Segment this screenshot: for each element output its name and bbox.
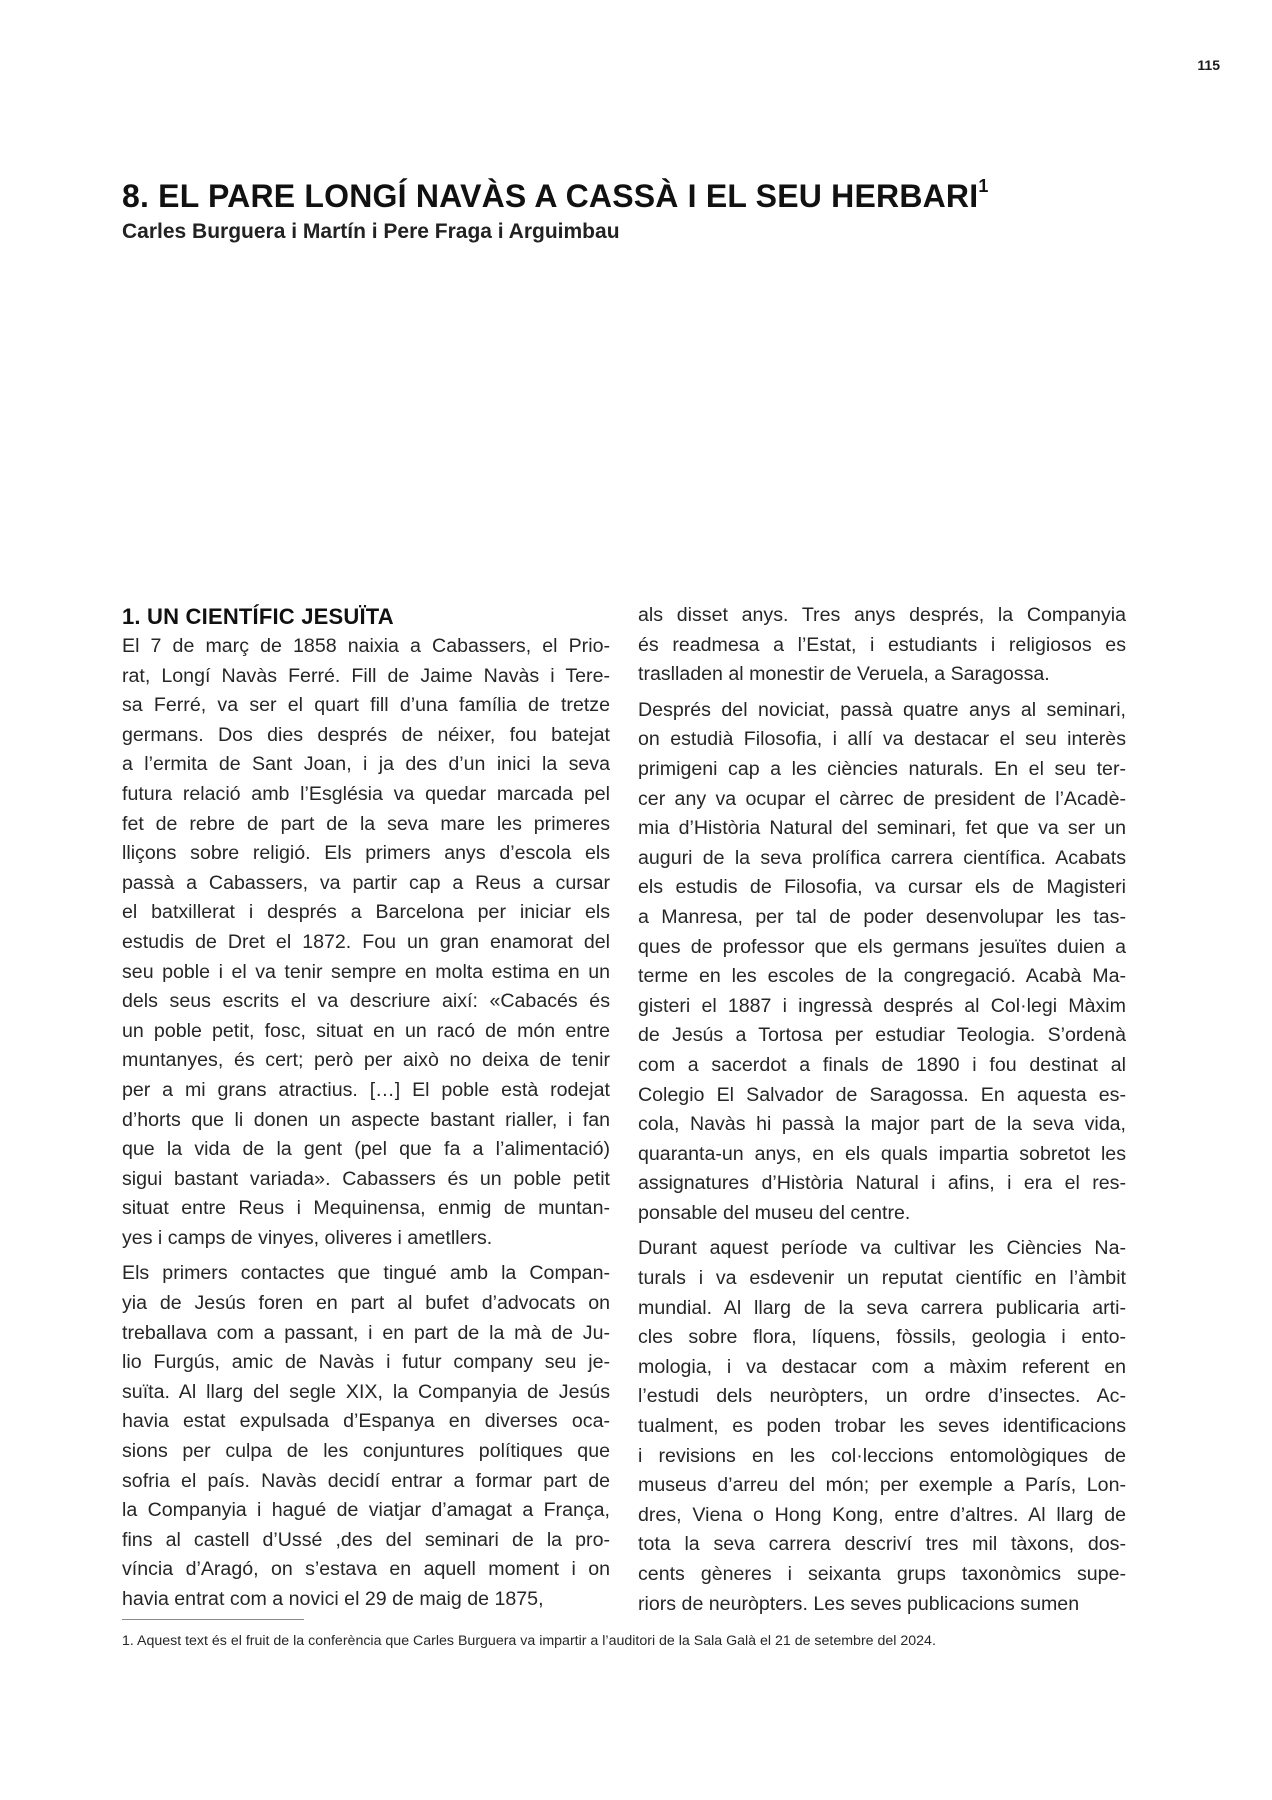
text-line: sofria el país. Navàs decidí entrar a formar part de (122, 1469, 610, 1492)
text-line: muntanyes, és cert; però per això no deixa de tenir (122, 1049, 610, 1072)
text-line: dels seus escrits el va descriure així: «Cabacés és (122, 990, 610, 1013)
text-line: víncia d’Aragó, on s’estava en aquell moment i on (122, 1558, 610, 1581)
text-line: traslladen al monestir de Veruela, a Saragossa. (638, 663, 1050, 686)
text-line: sigui bastant variada». Cabassers és un poble petit (122, 1167, 610, 1190)
text-line: als disset anys. Tres anys després, la Companyia (638, 604, 1126, 626)
text-line: a Manresa, per tal de poder desenvolupar les tas- (638, 905, 1126, 928)
text-line: sions per culpa de les conjuntures polítiques que (122, 1440, 610, 1463)
text-line: situat entre Reus i Mequinensa, enmig de muntan- (122, 1197, 610, 1220)
text-line: sa Ferré, va ser el quart fill d’una família de tretze (122, 694, 610, 717)
text-line: que la vida de la gent (pel que fa a l’alimentació) (122, 1138, 610, 1161)
text-line: la Companyia i hagué de viatjar d’amagat a França, (122, 1499, 610, 1522)
text-line: cles sobre flora, líquens, fòssils, geologia i ento- (638, 1326, 1126, 1349)
text-line: mundial. Al llarg de la seva carrera publicaria arti- (638, 1296, 1126, 1319)
paragraph (122, 1259, 610, 1614)
text-line: havia entrat com a novici el 29 de maig de 1875, (122, 1588, 544, 1610)
text-line: Durant aquest període va cultivar les Ciències Na- (638, 1237, 1126, 1260)
text-line: terme en les escoles de la congregació. Acabà Ma- (638, 965, 1126, 988)
text-line: germans. Dos dies després de néixer, fou batejat (122, 723, 610, 746)
left-column (122, 602, 610, 1621)
right-column (638, 601, 1126, 1625)
text-line: havia estat expulsada d’Espanya en diverses oca- (122, 1410, 610, 1433)
paragraph (638, 696, 1126, 1229)
text-line: dres, Viena o Hong Kong, entre d’altres. Al llarg de (638, 1503, 1126, 1526)
text-line: i revisions en les col·leccions entomològiques de (638, 1444, 1126, 1467)
text-line: d’horts que li donen un aspecte bastant rialler, i fan (122, 1108, 610, 1131)
text-line: cents gèneres i seixanta grups taxonòmics supe- (638, 1563, 1126, 1585)
text-line: suïta. Al llarg del segle XIX, la Companyia de Jesús (122, 1380, 610, 1403)
footnote-reference: 1 (978, 176, 989, 196)
text-line: estudis de Dret el 1872. Fou un gran enamorat del (122, 930, 610, 953)
text-line: seu poble i el va tenir sempre en molta estima en un (122, 960, 610, 983)
footnote: 1. Aquest text és el fruit de la conferència que Carles Burguera va impartir a l’auditori de la Sala Galà el 21 de setembre del 2024. (122, 1633, 936, 1649)
chapter-title (122, 178, 989, 215)
text-line: museus d’arreu del món; per exemple a París, Lon- (638, 1474, 1126, 1497)
paragraph (122, 632, 610, 1253)
text-line: el batxillerat i després a Barcelona per iniciar els (122, 901, 610, 924)
paragraph (638, 601, 1126, 690)
text-line: treballava com a passant, i en part de la mà de Ju- (122, 1321, 610, 1344)
text-line: per a mi grans atractius. […] El poble està rodejat (122, 1078, 610, 1101)
page-number: 115 (1197, 57, 1220, 73)
text-line: fet de rebre de part de la seva mare les primeres (122, 812, 610, 835)
text-line: turals i va esdevenir un reputat científic en l’àmbit (638, 1267, 1126, 1290)
text-line: de Jesús a Tortosa per estudiar Teologia. S’ordenà (638, 1024, 1126, 1047)
text-line: és readmesa a l’Estat, i estudiants i religiosos es (638, 633, 1126, 656)
text-line: riors de neuròpters. Les seves publicacions sumen (638, 1592, 1080, 1615)
text-line: cer any va ocupar el càrrec de president de l’Acadè- (638, 787, 1126, 810)
text-line: els estudis de Filosofia, va cursar els de Magisteri (638, 876, 1126, 899)
text-line: a l’ermita de Sant Joan, i ja des d’un inici la seva (122, 753, 610, 776)
text-line: l’estudi dels neuròpters, un ordre d’insectes. Ac- (638, 1385, 1126, 1408)
text-line: Després del noviciat, passà quatre anys al seminari, (638, 698, 1126, 721)
text-line: ques de professor que els germans jesuïtes duien a (638, 935, 1126, 958)
text-line: primigeni cap a les ciències naturals. En el seu ter- (638, 757, 1126, 780)
text-line: mia d’Història Natural del seminari, fet que va ser un (638, 817, 1126, 840)
section-heading: 1. UN CIENTÍFIC JESUÏTA (122, 604, 394, 629)
text-line: lio Furgús, amic de Navàs i futur company seu je- (122, 1351, 610, 1374)
text-line: Colegio El Salvador de Saragossa. En aquesta es- (638, 1083, 1126, 1106)
text-line: passà a Cabassers, va partir cap a Reus a cursar (122, 871, 610, 894)
text-line: on estudià Filosofia, i allí va destacar el seu interès (638, 728, 1126, 751)
text-line: Els primers contactes que tingué amb la Compan- (122, 1262, 610, 1285)
text-line: rat, Longí Navàs Ferré. Fill de Jaime Navàs i Tere- (122, 664, 610, 687)
text-line: auguri de la seva prolífica carrera científica. Acabats (638, 846, 1126, 869)
text-line: mologia, i va destacar com a màxim referent en (638, 1355, 1126, 1378)
text-line: ponsable del museu del centre. (638, 1201, 911, 1224)
text-line: assignatures d’Història Natural i afins, i era el res- (638, 1172, 1126, 1195)
text-line: yia de Jesús foren en part al bufet d’advocats on (122, 1292, 610, 1315)
text-line: cola, Navàs hi passà la major part de la seva vida, (638, 1113, 1126, 1136)
text-line: El 7 de març de 1858 naixia a Cabassers, el Prio- (122, 635, 610, 657)
paragraph (638, 1234, 1126, 1619)
text-line: tota la seva carrera descriví tres mil tàxons, dos- (638, 1533, 1126, 1556)
text-line: com a sacerdot a finals de 1890 i fou destinat al (638, 1053, 1126, 1076)
text-line: gisteri el 1887 i ingressà després al Col·legi Màxim (638, 994, 1126, 1017)
text-line: quaranta-un anys, en els quals impartia sobretot les (638, 1142, 1126, 1165)
text-line: un poble petit, fosc, situat en un racó de món entre (122, 1019, 610, 1042)
chapter-authors: Carles Burguera i Martín i Pere Fraga i Arguimbau (122, 220, 620, 243)
text-line: yes i camps de vinyes, oliveres i ametllers. (122, 1226, 493, 1249)
text-line: futura relació amb l’Església va quedar marcada pel (122, 782, 610, 805)
footnote-divider (122, 1619, 304, 1620)
text-line: lliçons sobre religió. Els primers anys d’escola els (122, 842, 610, 865)
text-line: fins al castell d’Ussé ,des del seminari de la pro- (122, 1528, 610, 1551)
text-line: tualment, es poden trobar les seves identificacions (638, 1415, 1126, 1438)
chapter-title-text: 8. EL PARE LONGÍ NAVÀS A CASSÀ I EL SEU HERBARI (122, 178, 979, 214)
